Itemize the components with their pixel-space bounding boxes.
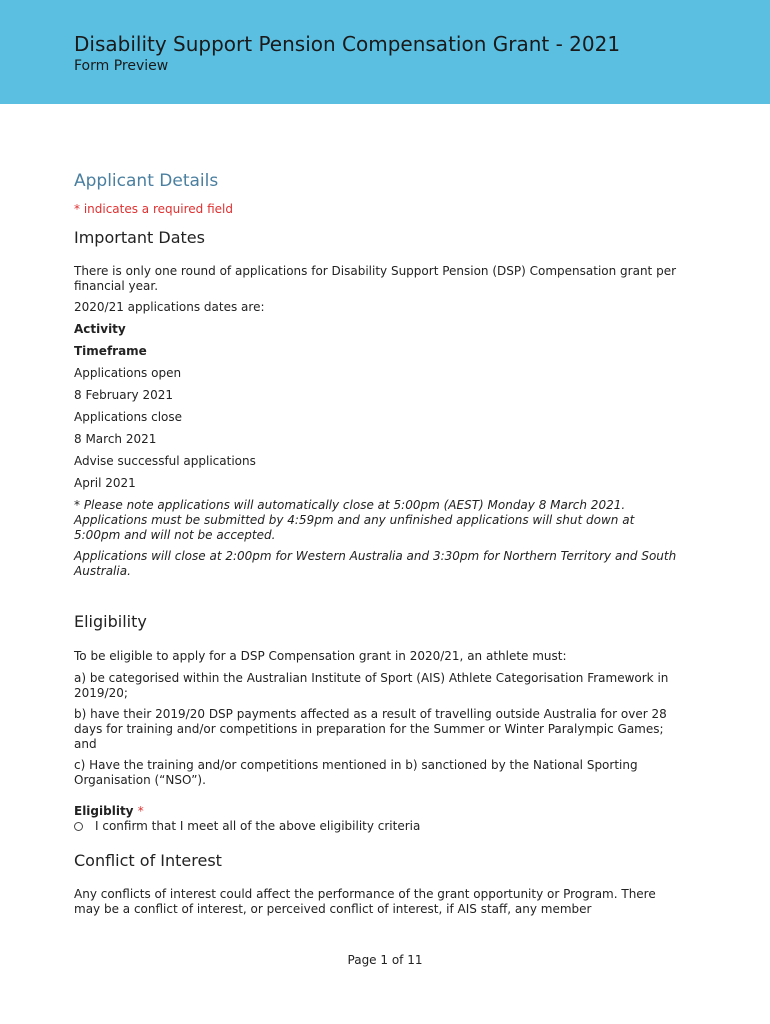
closing-times-note: Applications will close at 2:00pm for Western Australia and 3:30pm for Northern Territory and South Australia. xyxy=(74,549,677,578)
heading-important-dates: Important Dates xyxy=(74,228,205,247)
eligibility-intro: To be eligible to apply for a DSP Compensation grant in 2020/21, an athlete must: xyxy=(74,649,567,663)
date-row: 8 March 2021 xyxy=(74,432,157,446)
required-star: * xyxy=(137,804,144,818)
heading-eligibility: Eligibility xyxy=(74,612,147,631)
radio-button[interactable] xyxy=(74,822,83,831)
eligibility-confirm-option[interactable] xyxy=(74,819,420,833)
form-subtitle: Form Preview xyxy=(74,58,169,74)
activity-label: Activity xyxy=(74,322,126,336)
date-row: April 2021 xyxy=(74,476,136,490)
dates-label: 2020/21 applications dates are: xyxy=(74,300,265,314)
eligibility-confirm-label: I confirm that I meet all of the above eligibility criteria xyxy=(95,819,421,833)
eligibility-field-label xyxy=(74,804,684,819)
dates-intro: There is only one round of applications for Disability Support Pension (DSP) Compensation grant per financial year. xyxy=(74,264,677,293)
conflict-text: Any conflicts of interest could affect the performance of the grant opportunity or Program. There may be a conflict of interest, or perceived conflict of interest, if AIS staff, any member xyxy=(74,887,656,916)
date-row: Advise successful applications xyxy=(74,454,256,468)
eligibility-criterion-c: c) Have the training and/or competitions mentioned in b) sanctioned by the National Sporting Organisation (“NSO”). xyxy=(74,758,638,787)
section-title-applicant: Applicant Details xyxy=(74,171,219,191)
timeframe-label: Timeframe xyxy=(74,344,147,358)
form-title: Disability Support Pension Compensation Grant - 2021 xyxy=(74,32,621,56)
required-field-note: * indicates a required field xyxy=(74,202,233,216)
eligibility-label-text: Eligiblity xyxy=(74,804,134,818)
heading-conflict-of-interest: Conflict of Interest xyxy=(74,851,222,870)
date-row: Applications close xyxy=(74,410,183,424)
date-row: Applications open xyxy=(74,366,182,380)
page-header xyxy=(0,0,770,104)
closing-note: * Please note applications will automatically close at 5:00pm (AEST) Monday 8 March 2021. Applications must be submitted by 4:59pm and any unfinished applications will shut down at 5:00pm and will not be accepted. xyxy=(74,498,635,542)
page-number: Page 1 of 11 xyxy=(347,953,423,967)
eligibility-criterion-b: b) have their 2019/20 DSP payments affected as a result of travelling outside Australia for over 28 days for training and/or competitions in preparation for the Summer or Winter Paralympic Games; and xyxy=(74,707,667,751)
eligibility-criterion-a: a) be categorised within the Australian Institute of Sport (AIS) Athlete Categorisation Framework in 2019/20; xyxy=(74,671,669,700)
date-row: 8 February 2021 xyxy=(74,388,173,402)
